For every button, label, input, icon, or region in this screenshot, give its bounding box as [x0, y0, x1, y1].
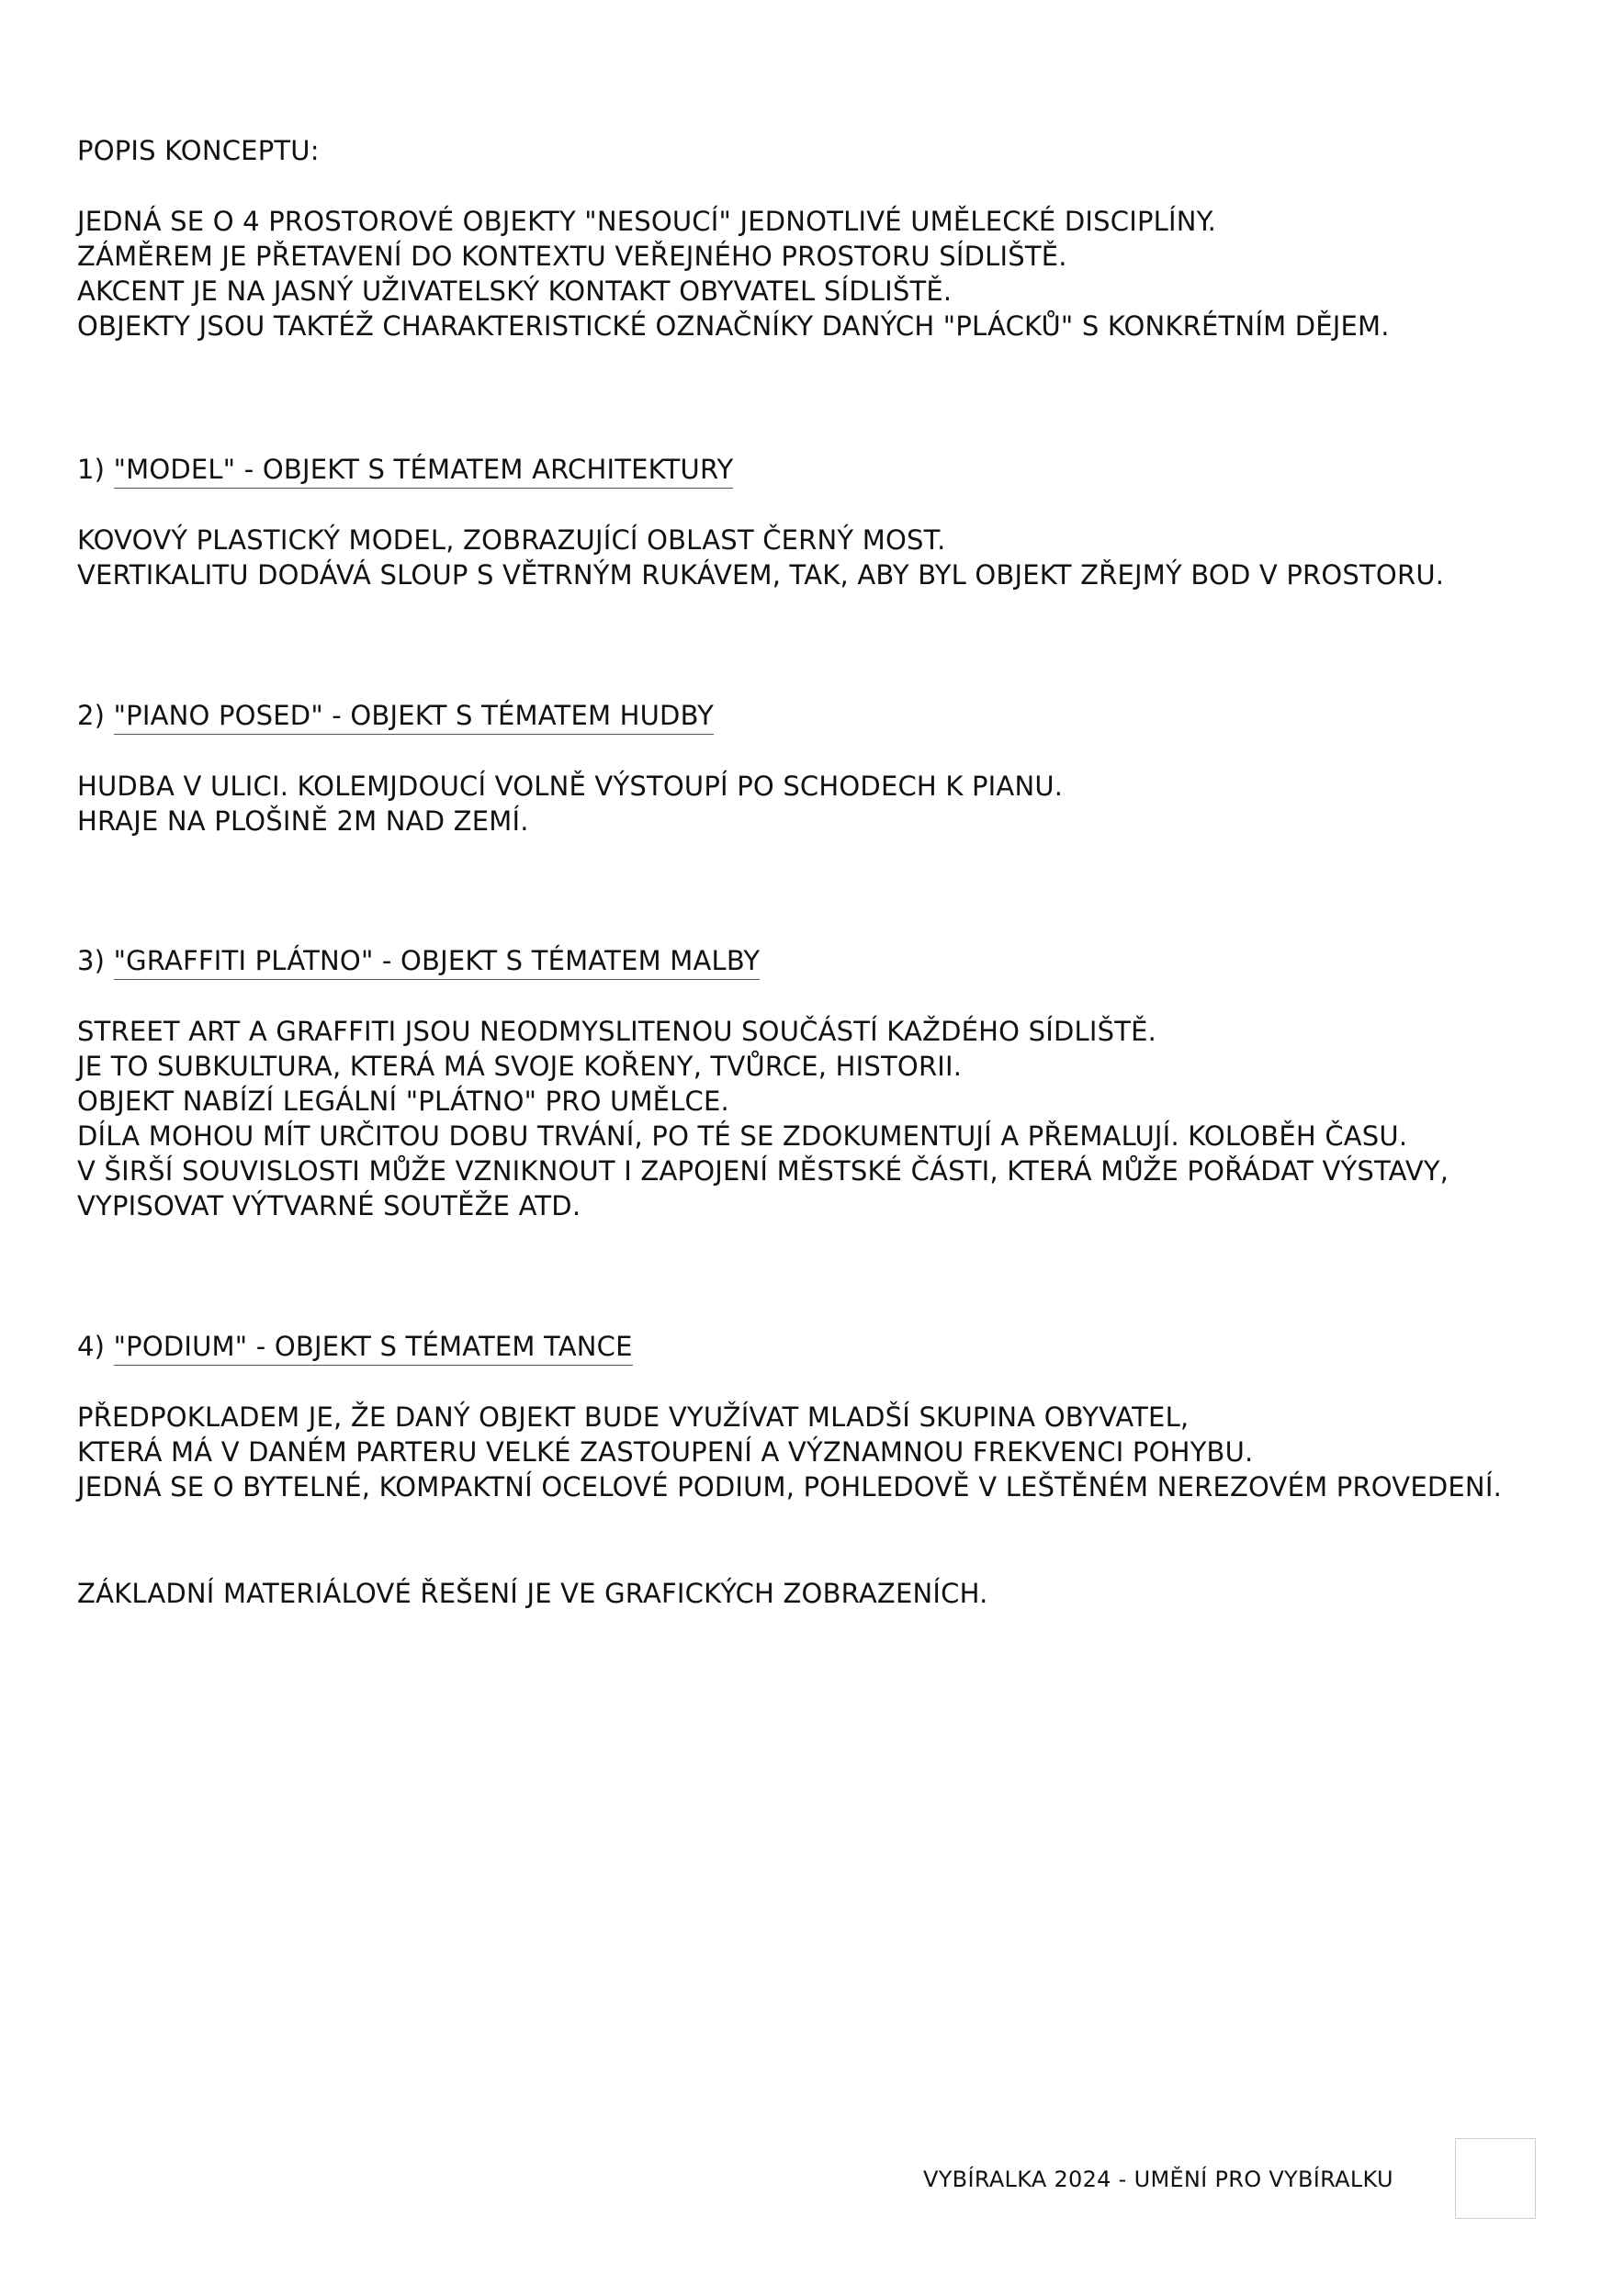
section-line: STREET ART A GRAFFITI JSOU NEODMYSLITENOU SOUČÁSTÍ KAŽDÉHO SÍDLIŠTĚ. — [77, 1016, 1157, 1047]
section-heading-text: "PODIUM" - OBJEKT S TÉMATEM TANCE — [114, 1331, 633, 1366]
section-line: PŘEDPOKLADEM JE, ŽE DANÝ OBJEKT BUDE VYUŽÍVAT MLADŠÍ SKUPINA OBYVATEL, — [77, 1401, 1190, 1433]
section-line: V ŠIRŠÍ SOUVISLOSTI MŮŽE VZNIKNOUT I ZAPOJENÍ MĚSTSKÉ ČÁSTI, KTERÁ MŮŽE POŘÁDAT VÝSTAVY, — [77, 1155, 1449, 1187]
footer-title: VYBÍRALKA 2024 - UMĚNÍ PRO VYBÍRALKU — [923, 2167, 1393, 2192]
section-heading-podium — [77, 1328, 633, 1365]
section-number: 4) — [77, 1331, 106, 1362]
section-line: VERTIKALITU DODÁVÁ SLOUP S VĚTRNÝM RUKÁVEM, TAK, ABY BYL OBJEKT ZŘEJMÝ BOD V PROSTORU. — [77, 559, 1445, 591]
intro-line: ZÁMĚREM JE PŘETAVENÍ DO KONTEXTU VEŘEJNÉHO PROSTORU SÍDLIŠTĚ. — [77, 241, 1067, 272]
section-line: HRAJE NA PLOŠINĚ 2M NAD ZEMÍ. — [77, 805, 529, 837]
closing-note: ZÁKLADNÍ MATERIÁLOVÉ ŘEŠENÍ JE VE GRAFICKÝCH ZOBRAZENÍCH. — [77, 1578, 988, 1609]
section-line: VYPISOVAT VÝTVARNÉ SOUTĚŽE ATD. — [77, 1190, 581, 1221]
section-line: KOVOVÝ PLASTICKÝ MODEL, ZOBRAZUJÍCÍ OBLAST ČERNÝ MOST. — [77, 524, 946, 556]
section-number: 3) — [77, 945, 106, 976]
section-heading-text: "MODEL" - OBJEKT S TÉMATEM ARCHITEKTURY — [114, 454, 734, 489]
section-heading-graffiti — [77, 942, 760, 979]
intro-line: AKCENT JE NA JASNÝ UŽIVATELSKÝ KONTAKT OBYVATEL SÍDLIŠTĚ. — [77, 276, 953, 307]
section-number: 1) — [77, 454, 106, 485]
section-line: JE TO SUBKULTURA, KTERÁ MÁ SVOJE KOŘENY, TVŮRCE, HISTORII. — [77, 1051, 963, 1082]
section-line: DÍLA MOHOU MÍT URČITOU DOBU TRVÁNÍ, PO TÉ SE ZDOKUMENTUJÍ A PŘEMALUJÍ. KOLOBĚH ČASU. — [77, 1120, 1408, 1152]
intro-line: OBJEKTY JSOU TAKTÉŽ CHARAKTERISTICKÉ OZNAČNÍKY DANÝCH "PLÁCKŮ" S KONKRÉTNÍM DĚJEM. — [77, 310, 1390, 342]
section-line: OBJEKT NABÍZÍ LEGÁLNÍ "PLÁTNO" PRO UMĚLCE. — [77, 1086, 729, 1117]
section-line: HUDBA V ULICI. KOLEMJDOUCÍ VOLNĚ VÝSTOUPÍ PO SCHODECH K PIANU. — [77, 771, 1064, 802]
section-line: JEDNÁ SE O BYTELNÉ, KOMPAKTNÍ OCELOVÉ PODIUM, POHLEDOVĚ V LEŠTĚNÉM NEREZOVÉM PROVEDENÍ. — [77, 1471, 1502, 1503]
concept-title: POPIS KONCEPTU: — [77, 135, 320, 166]
section-heading-model — [77, 451, 733, 488]
intro-line: JEDNÁ SE O 4 PROSTOROVÉ OBJEKTY "NESOUCÍ" JEDNOTLIVÉ UMĚLECKÉ DISCIPLÍNY. — [77, 206, 1217, 237]
section-heading-text: "PIANO POSED" - OBJEKT S TÉMATEM HUDBY — [114, 700, 714, 735]
section-line: KTERÁ MÁ V DANÉM PARTERU VELKÉ ZASTOUPENÍ A VÝZNAMNOU FREKVENCI POHYBU. — [77, 1436, 1254, 1468]
section-heading-text: "GRAFFITI PLÁTNO" - OBJEKT S TÉMATEM MALBY — [114, 945, 761, 980]
section-heading-piano — [77, 697, 714, 734]
page-number-box — [1455, 2138, 1536, 2219]
section-number: 2) — [77, 700, 106, 731]
